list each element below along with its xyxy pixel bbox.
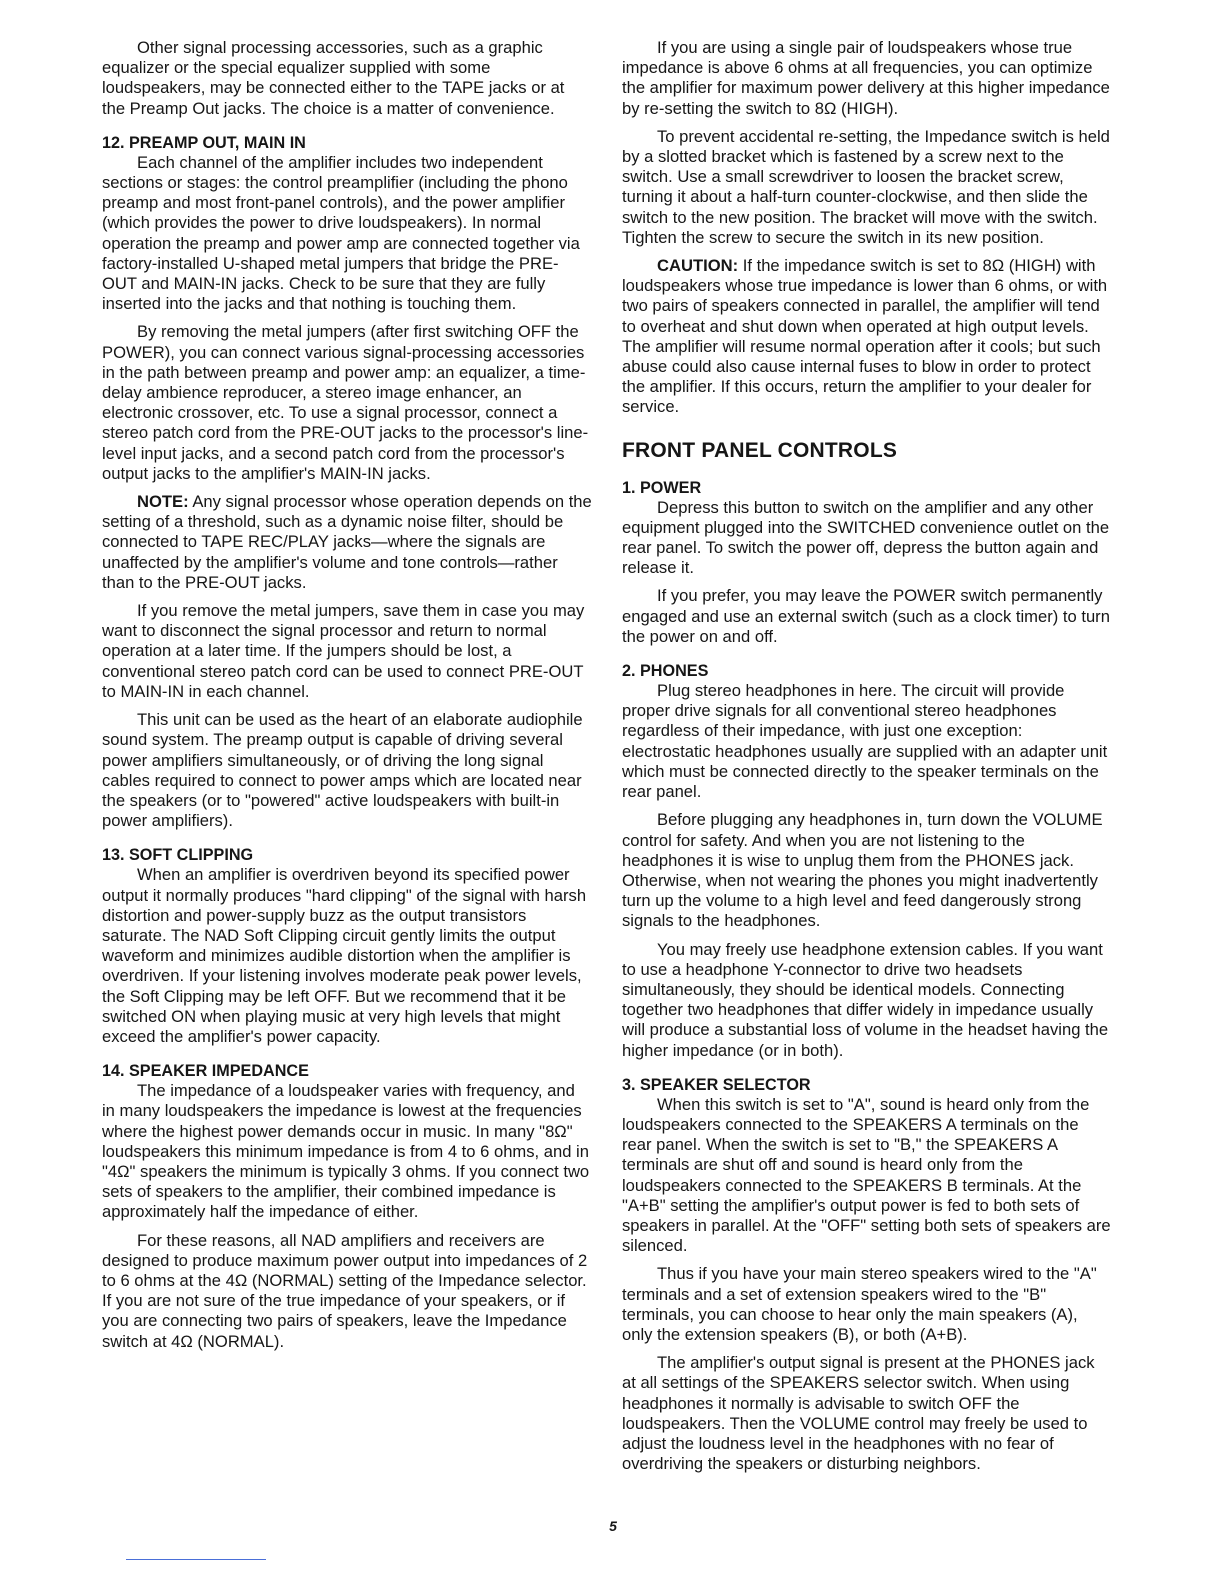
section-13-heading: 13. SOFT CLIPPING [102,846,254,865]
section-12-paragraph-2: By removing the metal jumpers (after first switching OFF the POWER), you can connect various signal-processing accessories in the path between preamp and power amp: an equalizer, a time-delay ambience reproducer, a stereo image enhancer, an electronic crossover, etc. To use a signal processor, connect a stereo patch cord from the PRE-OUT jacks to the processor's line-level input jacks, and a second patch cord from the processor's output jacks to the amplifier's MAIN-IN jacks. [102,322,589,483]
section-14-caution [622,256,1112,418]
phones-paragraph-3: You may freely use headphone extension cables. If you want to use a headphone Y-connector to drive two headsets simultaneously, they should be identical models. Connecting together two headphones that differ widely in impedance usually will produce a substantial loss of volume in the headset having the higher impedance (or in both). [622,939,1109,1060]
note-text: Any signal processor whose operation depends on the setting of a threshold, such as a dynamic noise filter, should be connected to TAPE REC/PLAY jacks—where the signals are unaffected by the amplifier's volume and tone controls—rather than to the PRE-OUT jacks. [102,492,592,592]
section-14-paragraph-2: For these reasons, all NAD amplifiers and receivers are designed to produce maximum power output into impedances of 2 to 6 ohms at the 4Ω (NORMAL) setting of the Impedance selector. If you are not sure of the true impedance of your speakers, or if you are connecting two pairs of speakers, leave the Impedance switch at 4Ω (NORMAL). [102,1230,588,1351]
section-14-paragraph-4: To prevent accidental re-setting, the Impedance switch is held by a slotted bracket which is fastened by a screw next to the switch. Use a small screwdriver to loosen the bracket screw, turning it about a half-turn counter-clockwise, and then slide the switch to the new position. The bracket will move with the switch. Tighten the screw to secure the switch in its new position. [622,126,1110,247]
phones-paragraph-2: Before plugging any headphones in, turn down the VOLUME control for safety. And when you are not listening to the headphones it is wise to unplug them from the PHONES jack. Otherwise, when not wearing the phones you might inadvertently turn up the volume to a high level and feed dangerously strong signals to the headphones. [622,810,1103,931]
intro-paragraph: Other signal processing accessories, such as a graphic equalizer or the special equalizer supplied with some loudspeakers, may be connected either to the TAPE jacks or at the Preamp Out jacks. The choice is a matter of convenience. [102,38,565,118]
caution-label: CAUTION: [657,256,739,276]
power-paragraph-1: Depress this button to switch on the amplifier and any other equipment plugged into the SWITCHED convenience outlet on the rear panel. To switch the power off, depress the button again and release it. [622,497,1110,578]
page-number: 5 [609,1518,617,1534]
power-heading: 1. POWER [622,478,702,497]
power-paragraph-2: If you prefer, you may leave the POWER switch permanently engaged and use an external switch (such as a clock timer) to turn the power on and off. [622,586,1110,646]
footer-rule [126,1559,266,1560]
caution-text: If the impedance switch is set to 8Ω (HIGH) with loudspeakers whose true impedance is lower than 6 ohms, or with two pairs of speakers connected in parallel, the amplifier will tend to overheat and shut down when operated at high output levels. The amplifier will resume normal operation after it cools; but such abuse could also cause internal fuses to blow in order to protect the amplifier. If this occurs, return the amplifier to your dealer for service. [622,256,1108,417]
section-12-note [102,492,592,593]
section-14-heading: 14. SPEAKER IMPEDANCE [102,1062,309,1081]
section-13-paragraph-1: When an amplifier is overdriven beyond its specified power output it normally produces "hard clipping" of the signal with harsh distortion and power-supply buzz as the output transistors saturate. The NAD Soft Clipping circuit gently limits the output waveform and minimizes audible distortion when the amplifier is overdriven. If your listening involves moderate peak power levels, the Soft Clipping may be left OFF. But we recommend that it be switched ON when playing music at very high levels that might exceed the amplifier's power capacity. [102,865,587,1046]
section-12-paragraph-3: If you remove the metal jumpers, save them in case you may want to disconnect the signal processor and return to normal operation at a later time. If the jumpers should be lost, a conventional stereo patch cord can be used to connect PRE-OUT to MAIN-IN in each channel. [102,601,585,701]
section-12-heading: 12. PREAMP OUT, MAIN IN [102,133,306,152]
left-column [102,38,592,1360]
speaker-selector-paragraph-2: Thus if you have your main stereo speakers wired to the "A" terminals and a set of extension speakers wired to the "B" terminals, you can choose to hear only the main speakers (A), only the extension speakers (B), or both (A+B). [622,1264,1097,1344]
speaker-selector-paragraph-3: The amplifier's output signal is present at the PHONES jack at all settings of the SPEAKERS selector switch. When using headphones it normally is advisable to switch OFF the loudspeakers. Then the VOLUME control may freely be used to adjust the loudness level in the headphones with no fear of overdriving the speakers or disturbing neighbors. [622,1353,1095,1474]
speaker-selector-paragraph-1: When this switch is set to "A", sound is heard only from the loudspeakers connected to the SPEAKERS A terminals on the rear panel. When the switch is set to "B," the SPEAKERS A terminals are shut off and sound is heard only from the loudspeakers connected to the SPEAKERS B terminals. At the "A+B" setting the amplifier's output power is fed to both sets of speakers in parallel. At the "OFF" setting both sets of speakers are silenced. [622,1094,1111,1256]
section-14-paragraph-1: The impedance of a loudspeaker varies with frequency, and in many loudspeakers the impedance is lowest at the frequencies where the highest power demands occur in music. In many "8Ω" loudspeakers this minimum impedance is from 4 to 6 ohms, and in "4Ω" speakers the minimum is typically 3 ohms. If you connect two sets of speakers to the amplifier, their combined impedance is approximately half the impedance of either. [102,1081,590,1222]
front-panel-controls-heading: FRONT PANEL CONTROLS [622,438,898,462]
phones-heading: 2. PHONES [622,662,709,681]
note-label: NOTE: [137,492,189,512]
section-12-paragraph-1: Each channel of the amplifier includes two independent sections or stages: the control preamplifier (including the phono preamp and most front-panel controls), and the power amplifier (which provides the power to drive loudspeakers). In normal operation the preamp and power amp are connected together via factory-installed U-shaped metal jumpers that bridge the PRE-OUT and MAIN-IN jacks. Check to be sure that they are fully inserted into the jacks and that nothing is touching them. [102,152,580,314]
right-column [622,38,1112,1482]
section-14-paragraph-3: If you are using a single pair of loudspeakers whose true impedance is above 6 ohms at all frequencies, you can optimize the amplifier for maximum power delivery at this higher impedance by re-setting the switch to 8Ω (HIGH). [622,38,1110,118]
phones-paragraph-1: Plug stereo headphones in here. The circuit will provide proper drive signals for all conventional stereo headphones regardless of their impedance, with just one exception: electrostatic headphones usually are supplied with an adapter unit which must be connected directly to the speaker terminals on the rear panel. [622,681,1108,802]
speaker-selector-heading: 3. SPEAKER SELECTOR [622,1075,811,1094]
section-12-paragraph-4: This unit can be used as the heart of an elaborate audiophile sound system. The preamp output is capable of driving several power amplifiers simultaneously, or of driving the long signal cables required to connect to power amps which are located near the speakers (or to "powered" active loudspeakers with built-in power amplifiers). [102,710,583,831]
